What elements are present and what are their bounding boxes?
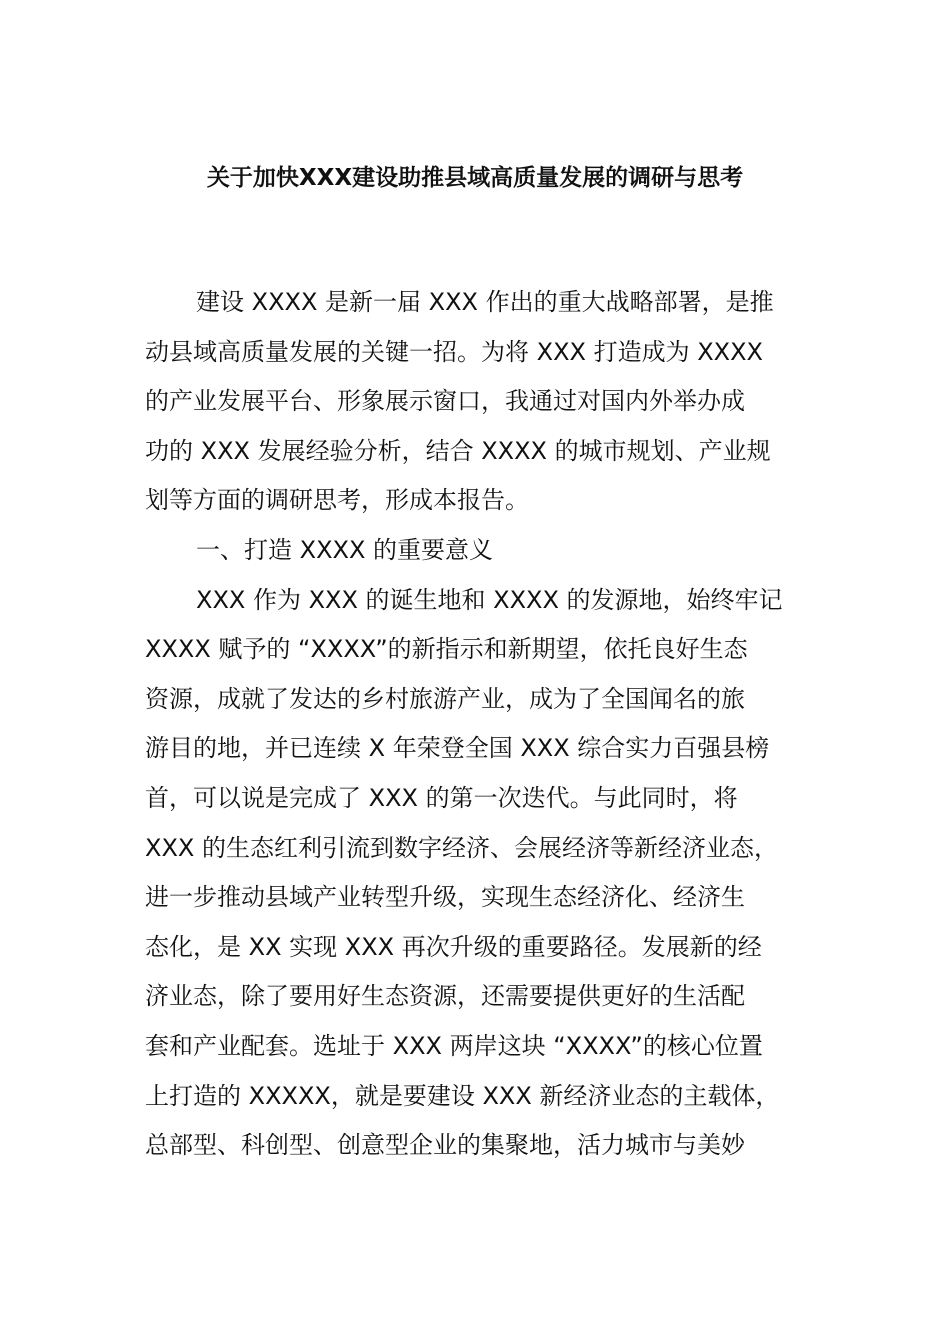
document-body (145, 278, 835, 1171)
paragraph-2-line: 总部型、科创型、创意型企业的集聚地，活力城市与美妙 (145, 1131, 745, 1160)
paragraph-2-line: 游目的地，并已连续 X 年荣登全国 XXX 综合实力百强县榜 (145, 734, 770, 763)
paragraph-2-line: 态化，是 XX 实现 XXX 再次升级的重要路径。发展新的经 (145, 932, 762, 961)
paragraph-2-line: 资源，成就了发达的乡村旅游产业，成为了全国闻名的旅 (145, 684, 745, 713)
paragraph-2-line: 套和产业配套。选址于 XXX 两岸这块 “XXXX”的核心位置 (145, 1031, 763, 1060)
paragraph-1-line: 的产业发展平台、形象展示窗口，我通过对国内外举办成 (145, 387, 745, 416)
paragraph-1-line: 动县域高质量发展的关键一招。为将 XXX 打造成为 XXXX (145, 337, 763, 366)
paragraph-1-line: 功的 XXX 发展经验分析，结合 XXXX 的城市规划、产业规 (145, 436, 771, 465)
paragraph-2-line: XXXX 赋予的 “XXXX”的新指示和新期望，依托良好生态 (145, 635, 748, 664)
document-title: 关于加快XXX建设助推县域高质量发展的调研与思考 (206, 165, 744, 191)
paragraph-2-line: 进一步推动县域产业转型升级，实现生态经济化、经济生 (145, 883, 745, 912)
section-heading: 一、打造 XXXX 的重要意义 (196, 535, 494, 564)
paragraph-2-line: 济业态，除了要用好生态资源，还需要提供更好的生活配 (145, 982, 745, 1011)
paragraph-1-line: 建设 XXXX 是新一届 XXX 作出的重大战略部署，是推 (196, 288, 774, 316)
paragraph-2-line: XXX 作为 XXX 的诞生地和 XXXX 的发源地，始终牢记 (196, 585, 783, 614)
paragraph-2-line: XXX 的生态红利引流到数字经济、会展经济等新经济业态， (145, 833, 778, 862)
paragraph-2-line: 上打造的 XXXXX，就是要建设 XXX 新经济业态的主载体， (145, 1081, 780, 1110)
paragraph-1-line: 划等方面的调研思考，形成本报告。 (145, 486, 529, 515)
paragraph-2-line: 首，可以说是完成了 XXX 的第一次迭代。与此同时，将 (145, 783, 738, 812)
